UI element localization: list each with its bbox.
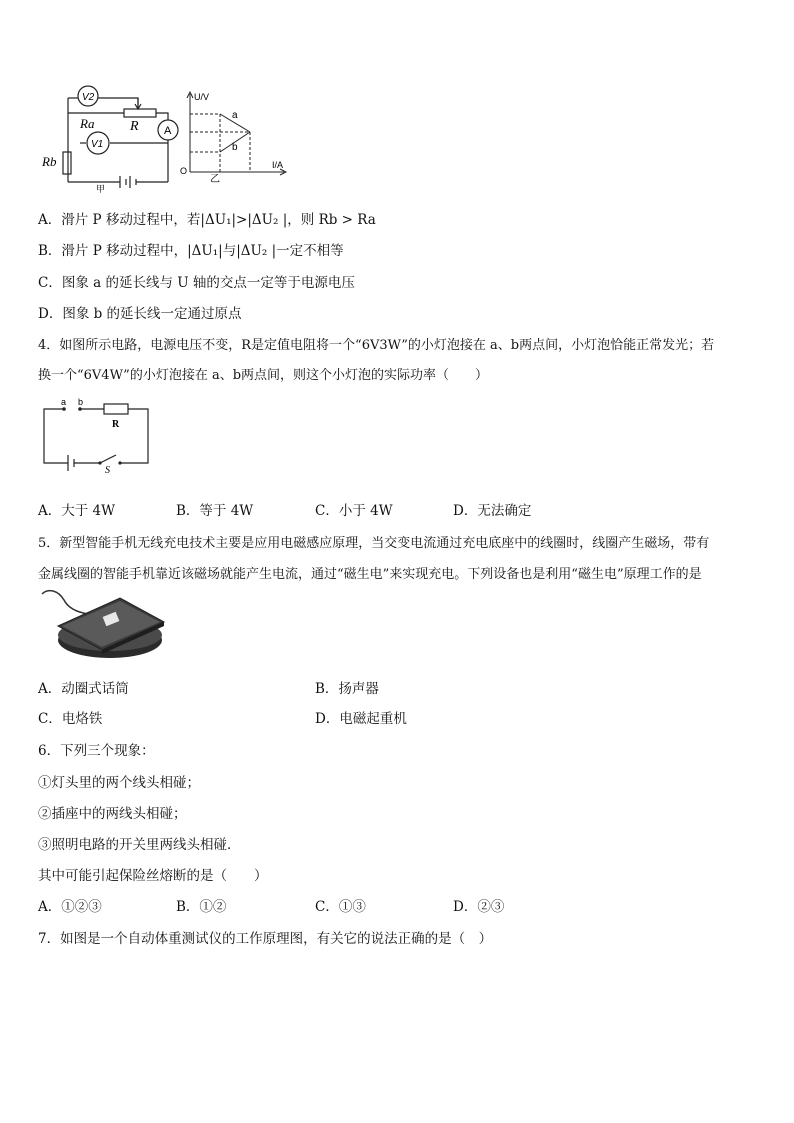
origin-label: O	[180, 166, 188, 176]
q4-option-d[interactable]: D．无法确定	[453, 503, 532, 519]
q3-option-b-body: 滑片 P 移动过程中，|ΔU₁|与|ΔU₂ |一定不相等	[61, 243, 344, 259]
q4-stem-line1: 4．如图所示电路，电源电压不变，R是定值电阻将一个“6V3W”的小灯泡接在 a、b两点间，小灯泡恰能正常发光；若	[38, 338, 715, 353]
q6-question: 其中可能引起保险丝熔断的是（ ）	[38, 868, 268, 884]
q6-item-1: ①灯头里的两个线头相碰；	[38, 775, 200, 791]
q5-option-c[interactable]: C．电烙铁	[38, 711, 103, 727]
ammeter-label: A	[164, 125, 172, 137]
q4-circuit-diagram	[38, 397, 158, 476]
q6-stem: 6．下列三个现象：	[38, 743, 155, 759]
q6-item-2: ②插座中的两线头相碰；	[38, 806, 187, 822]
q3-option-a-body: 滑片 P 移动过程中，若|ΔU₁|>|ΔU₂ |，则 Rb > Ra	[61, 212, 376, 228]
axis-i-label: I/A	[272, 160, 284, 170]
v2-label: V2	[82, 92, 95, 103]
switch-s-label: S	[105, 465, 110, 476]
point-b-label: b	[78, 397, 84, 407]
q5-option-a[interactable]: A．动圈式话筒	[38, 681, 129, 697]
wireless-charger-image	[38, 588, 168, 666]
q6-option-c[interactable]: C．①③	[315, 899, 366, 915]
q3-option-a[interactable]	[38, 208, 376, 228]
q3-option-d-letter: D．	[38, 306, 63, 322]
q3-option-d[interactable]	[38, 302, 242, 322]
q4-option-a[interactable]: A．大于 4W	[38, 503, 116, 519]
q4-option-c[interactable]: C．小于 4W	[315, 503, 393, 519]
curve-b-label: b	[232, 142, 238, 153]
yi-label: 乙	[210, 174, 220, 185]
q5-stem-line1: 5．新型智能手机无线充电技术主要是应用电磁感应原理，当交变电流通过充电底座中的线圈时，线圈产生磁场，带有	[38, 536, 710, 551]
q3-option-c-body: 图象 a 的延长线与 U 轴的交点一定等于电源电压	[61, 275, 355, 291]
q3-option-c-letter: C．	[38, 275, 62, 291]
q5-option-b[interactable]: B．扬声器	[315, 681, 379, 697]
q3-ui-graph	[180, 88, 290, 183]
q6-option-b[interactable]: B．①②	[176, 899, 227, 915]
q3-option-c[interactable]	[38, 271, 355, 291]
q6-option-a[interactable]: A．①②③	[38, 899, 102, 915]
r-label: R	[130, 119, 139, 134]
q6-item-3: ③照明电路的开关里两线头相碰．	[38, 837, 241, 853]
q7-stem: 7．如图是一个自动体重测试仪的工作原理图，有关它的说法正确的是（ ）	[38, 931, 493, 947]
axis-u-label: U/V	[194, 92, 210, 102]
jia-label: 甲	[96, 185, 106, 195]
q4-option-b[interactable]: B．等于 4W	[176, 503, 254, 519]
ra-label: Ra	[80, 116, 95, 131]
q5-stem-line2: 金属线圈的智能手机靠近该磁场就能产生电流，通过“磁生电”来实现充电。下列设备也是利用“磁生电”原理工作的是	[38, 567, 702, 582]
q3-option-b[interactable]	[38, 239, 344, 259]
q4-stem-line2: 换一个“6V4W”的小灯泡接在 a、b两点间，则这个小灯泡的实际功率（ ）	[38, 368, 489, 383]
q6-option-d[interactable]: D．②③	[453, 899, 505, 915]
v1-label: V1	[91, 139, 104, 150]
resistor-r-label: R	[112, 419, 120, 430]
q5-option-d[interactable]: D．电磁起重机	[315, 711, 407, 727]
q3-option-d-body: 图象 b 的延长线一定通过原点	[62, 306, 242, 322]
curve-a-label: a	[232, 110, 238, 121]
q3-option-b-letter: B．	[38, 243, 62, 259]
q3-option-a-text: A．	[38, 212, 62, 228]
slider-arrow	[135, 98, 141, 109]
point-a-label: a	[61, 397, 67, 407]
rb-label: Rb	[42, 154, 57, 169]
